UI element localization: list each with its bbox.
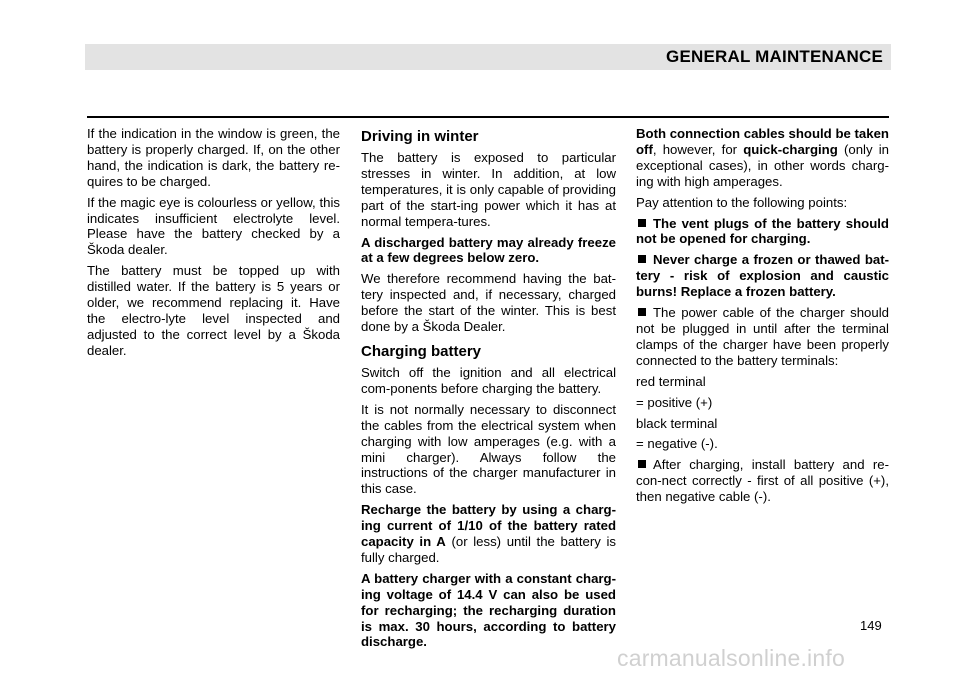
bold-text: Both connection cables should be taken off	[636, 126, 889, 157]
text: (only in exceptional cases), in other words charg-ing with high amperages.	[636, 141, 890, 189]
bullet-square-icon	[638, 460, 646, 468]
terminal-line: = positive (+)	[636, 394, 713, 410]
column-right	[636, 126, 889, 510]
paragraph: It is not normally necessary to disconnect the cables from the electrical system when charging with low amperages (e.g. with a mini charger). Always follow the instructions of the charger manufacturer in this case.	[361, 401, 616, 497]
page-number: 149	[860, 618, 882, 633]
bold-text: quick-charging	[743, 141, 838, 157]
terminal-line: red terminal	[636, 373, 706, 389]
text: , however, for	[652, 141, 744, 157]
bullet-item	[636, 216, 889, 248]
header-bar	[85, 44, 891, 70]
terminal-line: black terminal	[636, 415, 718, 431]
paragraph: If the magic eye is colourless or yellow, this indicates insufficient electrolyte level. Please have the battery checked by a Škoda dealer.	[87, 194, 340, 258]
watermark: carmanualsonline.info	[617, 645, 845, 671]
bullet-text: The power cable of the charger should not be plugged in until after the terminal clamps of the charger have been properly connected to the battery terminals:	[636, 305, 889, 368]
paragraph: Switch off the ignition and all electrical com-ponents before charging the battery.	[361, 364, 616, 396]
section-heading-winter: Driving in winter	[361, 128, 479, 145]
paragraph: The battery must be topped up with distilled water. If the battery is 5 years or older, we recommend replacing it. Have the electro-lyte level inspected and adjusted to the correct level by a Škoda dealer.	[87, 263, 340, 358]
section-heading-charging: Charging battery	[361, 342, 482, 360]
bullet-square-icon	[638, 255, 646, 263]
column-left	[87, 126, 340, 364]
bullet-text: After charging, install battery and re-con-nect correctly - first of all positive (+), then negative cable (-).	[636, 457, 889, 505]
bullet-item	[636, 457, 889, 505]
paragraph	[636, 126, 889, 190]
paragraph: We therefore recommend having the bat-tery inspected and, if necessary, charged before the start of the winter. This is best done by a Škoda Dealer.	[361, 271, 616, 335]
divider	[87, 116, 889, 118]
warning-paragraph: A discharged battery may already freeze at a few degrees below zero.	[361, 234, 616, 266]
bold-text: Recharge the battery by using a charg-ing current of 1/10 of the battery rated capacity in A	[361, 502, 616, 550]
bullet-item	[636, 305, 889, 369]
terminal-line: = negative (-).	[636, 436, 718, 452]
bullet-text: The vent plugs of the battery should not be opened for charging.	[636, 215, 889, 247]
bullet-square-icon	[638, 219, 646, 227]
bullet-square-icon	[638, 308, 646, 316]
bullet-text: Never charge a frozen or thawed bat-tery - risk of explosion and caustic burns! Replace a frozen battery.	[636, 252, 889, 300]
column-middle	[361, 126, 616, 655]
bullet-item	[636, 252, 889, 300]
paragraph: If the indication in the window is green, the battery is properly charged. If, on the other hand, the indication is dark, the battery re-quires to be charged.	[87, 126, 340, 189]
text: (or less) until the battery is fully charged.	[361, 534, 616, 565]
paragraph	[361, 502, 616, 566]
warning-paragraph: A battery charger with a constant charg-ing voltage of 14.4 V can also be used for recharging; the recharging duration is max. 30 hours, according to battery discharge.	[361, 570, 616, 650]
paragraph: Pay attention to the following points:	[636, 194, 848, 210]
page-title: GENERAL MAINTENANCE	[666, 47, 883, 66]
paragraph: The battery is exposed to particular stresses in winter. In addition, at low temperatures, it is only capable of providing part of the start-ing power which it has at normal tempera-tures.	[361, 150, 616, 229]
